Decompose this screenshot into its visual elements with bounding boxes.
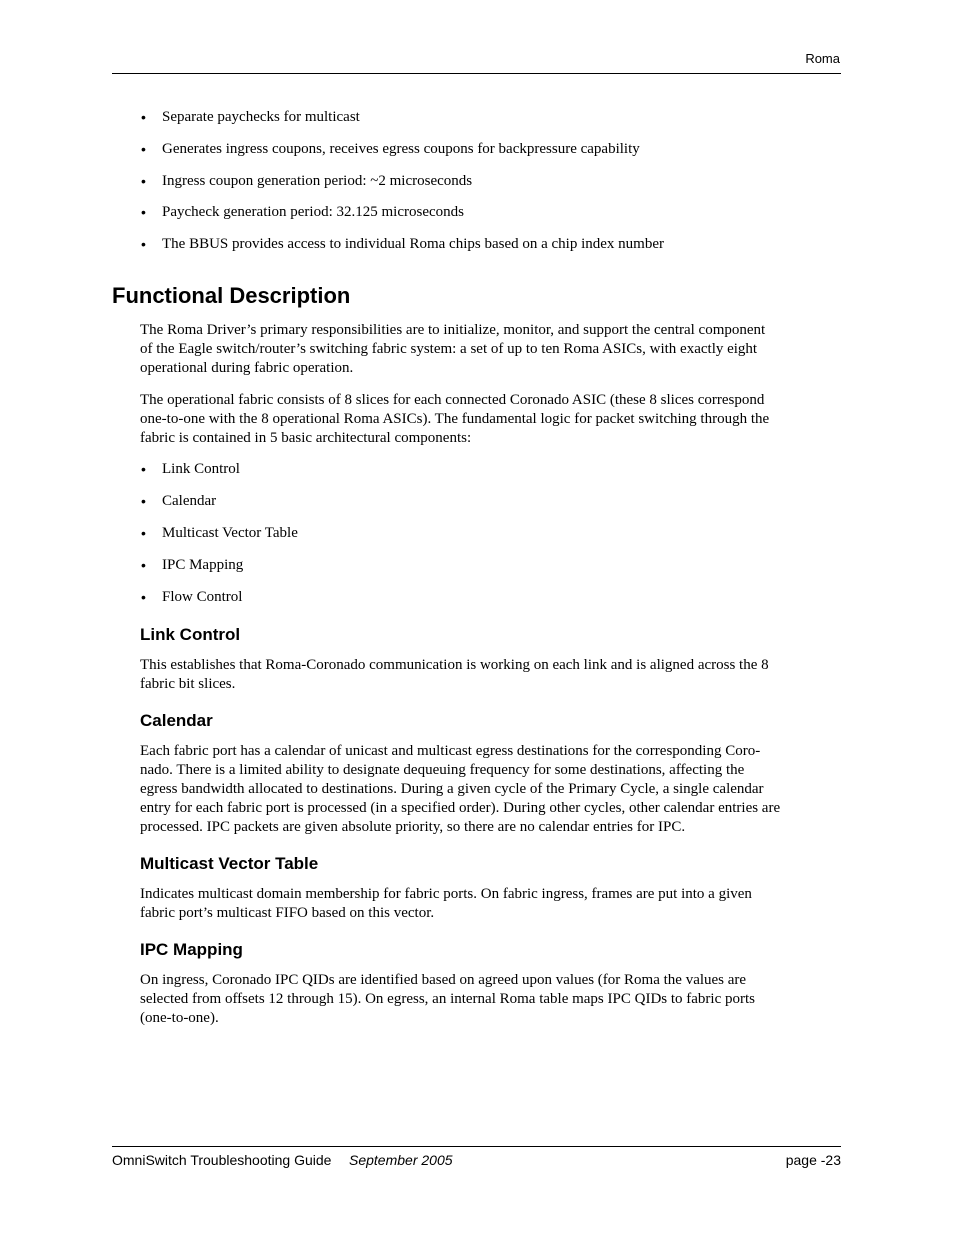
list-item: • Multicast Vector Table — [162, 524, 298, 543]
calendar-heading: Calendar — [140, 711, 213, 730]
multicast-vector-table-paragraph: Indicates multicast domain membership for fabric ports. On fabric ingress, frames are put into a given fabric port’s multicast FIFO based on this vector. — [140, 886, 752, 921]
footer-date: September 2005 — [349, 1152, 453, 1168]
header-rule — [112, 73, 841, 74]
list-item: • Flow Control — [162, 588, 242, 607]
link-control-paragraph: This establishes that Roma-Coronado communication is working on each link and is aligned across the 8 fabric bit slices. — [140, 657, 769, 692]
ipc-mapping-heading: IPC Mapping — [140, 940, 243, 959]
multicast-vector-table-heading: Multicast Vector Table — [140, 854, 319, 873]
list-item: • Link Control — [162, 460, 240, 479]
list-item: • Generates ingress coupons, receives egress coupons for backpressure capability — [162, 140, 640, 159]
list-item: • The BBUS provides access to individual Roma chips based on a chip index number — [162, 235, 664, 254]
page-number: page -23 — [785, 1152, 841, 1168]
list-item: • Calendar — [162, 492, 216, 511]
link-control-heading: Link Control — [140, 625, 241, 644]
footer-guide-title: OmniSwitch Troubleshooting Guide — [112, 1152, 332, 1168]
list-item: • Paycheck generation period: 32.125 microseconds — [162, 203, 464, 222]
list-item: • Ingress coupon generation period: ~2 microseconds — [162, 172, 472, 191]
list-item: • IPC Mapping — [162, 556, 243, 575]
architecture-paragraph: The operational fabric consists of 8 slices for each connected Coronado ASIC (these 8 slices correspond one-to-one with the 8 operational Roma ASICs). The fundamental logic for packet switching through the fabric is contained in 5 basic architectural components: — [140, 392, 770, 446]
section-heading: Functional Description — [112, 283, 351, 308]
list-item: • Separate paychecks for multicast — [162, 108, 360, 127]
intro-paragraph: The Roma Driver’s primary responsibilities are to initialize, monitor, and support the central component of the Eagle switch/router’s switching fabric system: a set of up to ten Roma ASICs, with exactly eight operational during fabric operation. — [140, 322, 766, 376]
footer-rule — [112, 1146, 841, 1147]
calendar-paragraph: Each fabric port has a calendar of unicast and multicast egress destinations for the corresponding Coro- nado. There is a limited ability to designate dequeuing frequency for some destinations, affecting the egress bandwidth allocated to destinations. During a given cycle of the Primary Cycle, a single calendar entry for each fabric port is processed (in a specified order). During other cycles, other calendar entries are processed. IPC packets are given absolute priority, so there are no calendar entries for IPC. — [140, 743, 781, 835]
ipc-mapping-paragraph: On ingress, Coronado IPC QIDs are identified based on agreed upon values (for Roma the values are selected from offsets 12 through 15). On egress, an internal Roma table maps IPC QIDs to fabric ports (one-to-one). — [140, 972, 755, 1026]
running-header: Roma — [805, 51, 840, 66]
